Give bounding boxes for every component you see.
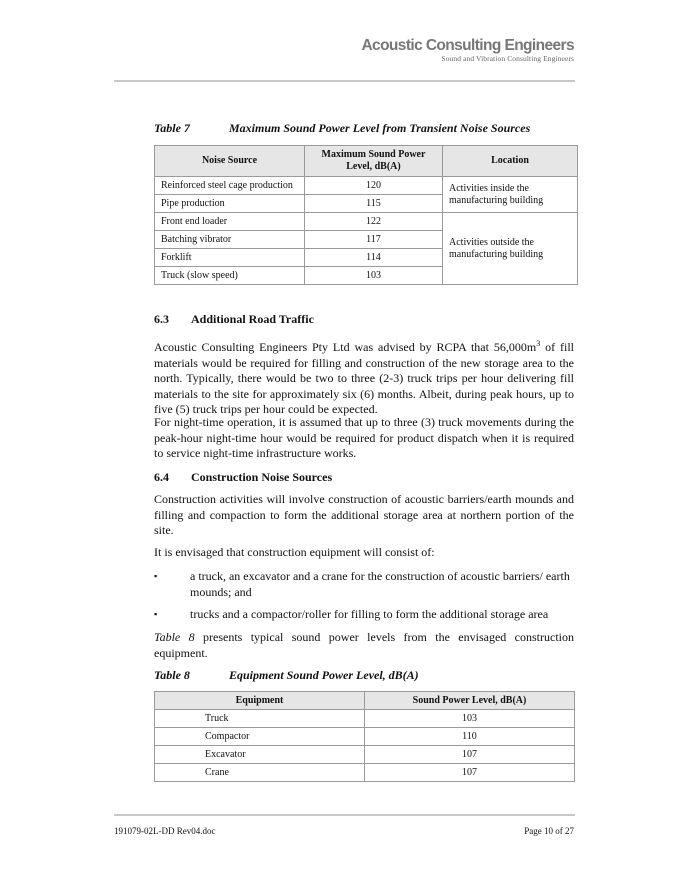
noise-source-cell: Truck (slow speed): [155, 267, 305, 285]
table-row: [155, 177, 578, 195]
equipment-cell: Compactor: [155, 728, 365, 746]
section-number: 6.3: [154, 312, 169, 326]
company-branding: [361, 37, 574, 64]
table-header-row: [155, 146, 578, 177]
table8-label: Table 8: [154, 668, 190, 682]
bullet-icon: ▪: [154, 571, 158, 581]
list-item-text: trucks and a compactor/roller for filling to form the additional storage area: [190, 607, 549, 621]
equipment-cell: Excavator: [155, 746, 365, 764]
superscript: 3: [536, 339, 541, 348]
level-cell: 110: [365, 728, 575, 746]
section-heading-6-4: [154, 470, 332, 485]
company-tagline: Sound and Vibration Consulting Engineers: [441, 54, 574, 63]
level-cell: 115: [305, 195, 443, 213]
footer-rule: [114, 814, 575, 816]
column-header: Location: [443, 146, 578, 177]
table-row: [155, 213, 578, 231]
column-header: Sound Power Level, dB(A): [365, 692, 575, 710]
paragraph: Table 8 presents typical sound power levels from the envisaged construction equipment.: [154, 630, 574, 660]
table8: [154, 691, 575, 782]
section-number: 6.4: [154, 470, 169, 484]
table-row: [155, 764, 575, 782]
column-header: Maximum Sound Power Level, dB(A): [305, 146, 443, 177]
table7-title: Maximum Sound Power Level from Transient Noise Sources: [229, 121, 531, 135]
table-reference: Table 8: [154, 630, 195, 644]
table-row: [155, 728, 575, 746]
table7-caption: [154, 121, 530, 136]
level-cell: 107: [365, 746, 575, 764]
location-cell: Activities inside the manufacturing building: [443, 177, 578, 213]
level-cell: 103: [365, 710, 575, 728]
table8-title: Equipment Sound Power Level, dB(A): [229, 668, 419, 682]
noise-source-cell: Front end loader: [155, 213, 305, 231]
paragraph: Construction activities will involve construction of acoustic barriers/earth mounds and filling and compaction to form the additional storage area at northern portion of the site.: [154, 492, 574, 537]
section-heading-6-3: [154, 312, 314, 327]
level-cell: 120: [305, 177, 443, 195]
section-title: Construction Noise Sources: [191, 470, 333, 484]
header-rule: [114, 80, 575, 82]
level-cell: 107: [365, 764, 575, 782]
footer-page-number: Page 10 of 27: [524, 826, 574, 836]
bullet-icon: ▪: [154, 609, 158, 619]
noise-source-cell: Batching vibrator: [155, 231, 305, 249]
equipment-cell: Crane: [155, 764, 365, 782]
footer-doc-id: 191079-02L-DD Rev04.doc: [114, 826, 216, 836]
table7: [154, 145, 578, 285]
table-row: [155, 710, 575, 728]
equipment-cell: Truck: [155, 710, 365, 728]
column-header: Equipment: [155, 692, 365, 710]
noise-source-cell: Reinforced steel cage production: [155, 177, 305, 195]
column-header: Noise Source: [155, 146, 305, 177]
list-item-text: a truck, an excavator and a crane for the construction of acoustic barriers/ earth mounds; and: [190, 569, 570, 599]
paragraph: For night-time operation, it is assumed that up to three (3) truck movements during the peak-hour night-time hour would be required for product dispatch when it is required to service night-time infrastructure works.: [154, 415, 574, 460]
level-cell: 114: [305, 249, 443, 267]
level-cell: 103: [305, 267, 443, 285]
section-title: Additional Road Traffic: [191, 312, 314, 326]
table7-label: Table 7: [154, 121, 190, 135]
level-cell: 117: [305, 231, 443, 249]
paragraph: It is envisaged that construction equipment will consist of:: [154, 545, 435, 559]
noise-source-cell: Forklift: [155, 249, 305, 267]
table8-caption: [154, 668, 419, 683]
paragraph: Acoustic Consulting Engineers Pty Ltd was advised by RCPA that $56,000m^3$ of fill materials would be required for filling and construction of the new storage area to the north. Typically, there would be two to three (2-3) truck trips per hour delivering fill materials to the site for approximately six (6) months. Albeit, during peak hours, up to five (5) truck trips per hour could be expected.: [154, 339, 574, 416]
level-cell: 122: [305, 213, 443, 231]
table-row: [155, 746, 575, 764]
noise-source-cell: Pipe production: [155, 195, 305, 213]
company-name: Acoustic Consulting Engineers: [361, 37, 574, 54]
location-cell: Activities outside the manufacturing building: [443, 213, 578, 285]
table-header-row: [155, 692, 575, 710]
